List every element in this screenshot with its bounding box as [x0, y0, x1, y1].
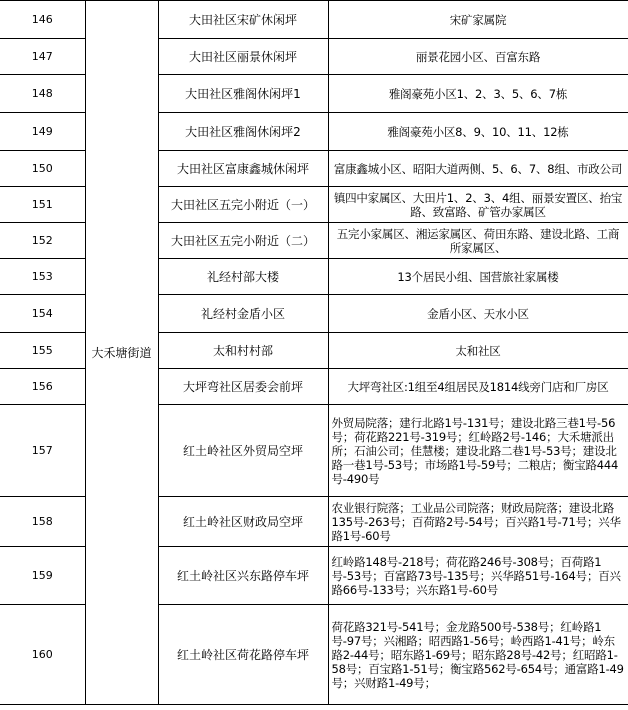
location-cell: 礼经村部大楼: [158, 259, 328, 295]
location-cell: 大坪弯社区居委会前坪: [158, 369, 328, 405]
scope-cell: 外贸局院落；建行北路1号-131号；建设北路三巷1号-56号；荷花路221号-319号；红岭路2号-146；大禾塘派出所；石油公司；佳慧楼；建设北路二巷1号-53号；建设北路一巷1号-53号；市场路1号-59号；二粮店；衡宝路444号-490号: [328, 405, 628, 497]
row-number: 147: [0, 39, 85, 75]
scope-cell: 五完小家属区、湘运家属区、荷田东路、建设北路、工商所家属区、: [328, 223, 628, 259]
location-cell: 大田社区丽景休闲坪: [158, 39, 328, 75]
row-number: 148: [0, 75, 85, 113]
location-cell: 大田社区雅阁休闲坪1: [158, 75, 328, 113]
table-row: [0, 1, 628, 39]
scope-cell: 太和社区: [328, 333, 628, 369]
location-cell: 红土岭社区兴东路停车坪: [158, 547, 328, 605]
location-cell: 大田社区宋矿休闲坪: [158, 1, 328, 39]
location-cell: 礼经村金盾小区: [158, 295, 328, 333]
location-cell: 大田社区五完小附近（二）: [158, 223, 328, 259]
row-number: 151: [0, 187, 85, 223]
row-number: 152: [0, 223, 85, 259]
scope-cell: 镇四中家属区、大田片1、2、3、4组、丽景安置区、抬宝路、致富路、矿管办家属区: [328, 187, 628, 223]
location-cell: 红土岭社区荷花路停车坪: [158, 605, 328, 705]
row-number: 150: [0, 151, 85, 187]
street-name-cell: 大禾塘街道: [85, 1, 158, 705]
location-cell: 大田社区五完小附近（一）: [158, 187, 328, 223]
location-cell: 红土岭社区外贸局空坪: [158, 405, 328, 497]
location-cell: 大田社区富康鑫城休闲坪: [158, 151, 328, 187]
row-number: 149: [0, 113, 85, 151]
location-cell: 大田社区雅阁休闲坪2: [158, 113, 328, 151]
location-cell: 红土岭社区财政局空坪: [158, 497, 328, 547]
scope-cell: 丽景花园小区、百富东路: [328, 39, 628, 75]
scope-cell: 雅阁豪苑小区1、2、3、5、6、7栋: [328, 75, 628, 113]
row-number: 157: [0, 405, 85, 497]
row-number: 153: [0, 259, 85, 295]
scope-cell: 农业银行院落；工业品公司院落；财政局院落；建设北路135号-263号；百荷路2号-54号；百兴路1号-71号；兴华路1号-60号: [328, 497, 628, 547]
scope-cell: 大坪弯社区:1组至4组居民及1814线旁门店和厂房区: [328, 369, 628, 405]
location-cell: 太和村村部: [158, 333, 328, 369]
row-number: 156: [0, 369, 85, 405]
row-number: 159: [0, 547, 85, 605]
row-number: 160: [0, 605, 85, 705]
scope-cell: 宋矿家属院: [328, 1, 628, 39]
scope-cell: 红岭路148号-218号；荷花路246号-308号；百荷路1号-53号；百富路73号-135号；兴华路51号-164号；百兴路66号-133号；兴东路1号-60号: [328, 547, 628, 605]
row-number: 158: [0, 497, 85, 547]
scope-cell: 雅阁豪苑小区8、9、10、11、12栋: [328, 113, 628, 151]
row-number: 146: [0, 1, 85, 39]
row-number: 155: [0, 333, 85, 369]
scope-cell: 金盾小区、天水小区: [328, 295, 628, 333]
scope-cell: 富康鑫城小区、昭阳大道两侧、5、6、7、8组、市政公司: [328, 151, 628, 187]
scope-cell: 荷花路321号-541号；金龙路500号-538号；红岭路1号-97号；兴湘路；昭西路1-56号；岭西路1-41号；岭东路2-44号；昭东路1-69号；昭东路28号-42号；红昭路1-58号；百宝路1-51号；衡宝路562号-654号；通富路1-49号；兴财路1-49号；: [328, 605, 628, 705]
row-number: 154: [0, 295, 85, 333]
scope-cell: 13个居民小组、国营旅社家属楼: [328, 259, 628, 295]
